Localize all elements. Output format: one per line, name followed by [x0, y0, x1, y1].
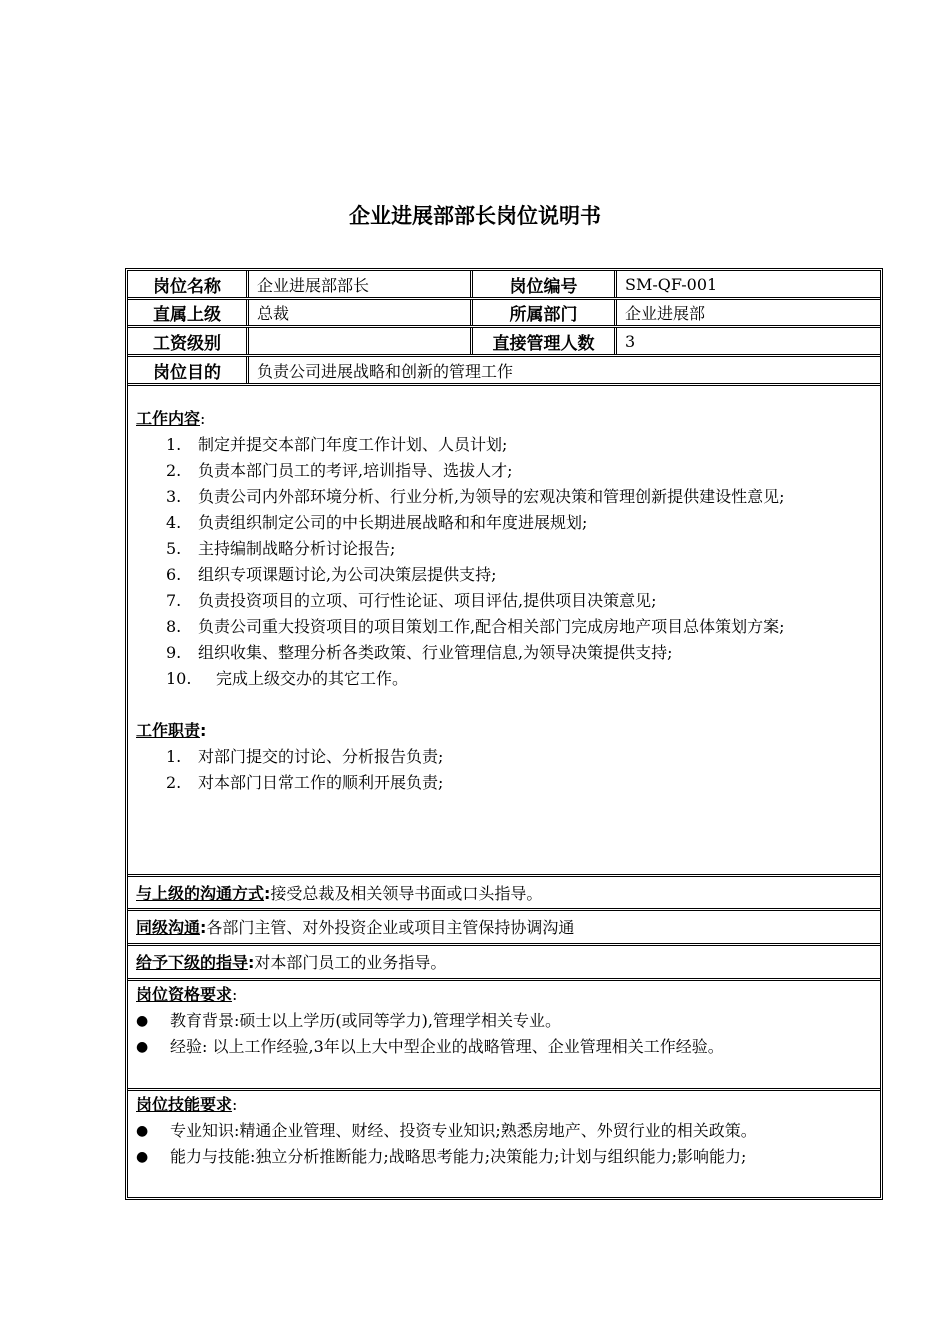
qualifications-list: [136, 1008, 876, 1060]
label-position-code: 岗位编号: [509, 276, 578, 297]
bullet-icon: ●: [136, 1039, 149, 1055]
bullet-icon: ●: [136, 1149, 149, 1165]
skill-item-text: 专业知识:精通企业管理、财经、投资专业知识;熟悉房地产、外贸行业的相关政策。: [170, 1121, 757, 1140]
superior-comm-text: 接受总裁及相关领导书面或口头指导。: [270, 884, 543, 903]
work-content-item-text: 制定并提交本部门年度工作计划、人员计划;: [198, 435, 508, 454]
work-content-item: [136, 458, 876, 484]
value-department: 企业进展部: [625, 304, 706, 323]
skills-list: [136, 1118, 876, 1170]
value-salary-grade: [249, 328, 470, 354]
work-content-item: [136, 562, 876, 588]
section-superior-comm: 与上级的沟通方式:接受总裁及相关领导书面或口头指导。: [128, 877, 880, 911]
section-work-content: [128, 386, 880, 877]
duties-item-text: 对部门提交的讨论、分析报告负责;: [198, 747, 444, 766]
section-qualifications: [128, 981, 880, 1091]
qualification-item-text: 教育背景:硕士以上学历(或同等学力),管理学相关专业。: [170, 1011, 561, 1030]
work-content-item: [136, 588, 876, 614]
work-content-list: [136, 432, 876, 692]
work-content-item-number: 10.: [166, 669, 192, 688]
qualification-item: [136, 1008, 876, 1034]
value-direct-reports: 3: [625, 331, 636, 351]
work-content-item-number: 8.: [166, 617, 182, 636]
work-content-item-number: 5.: [166, 539, 182, 558]
row-position-name: [128, 271, 880, 300]
duties-list: [136, 744, 876, 796]
work-content-item: [136, 432, 876, 458]
work-content-item: [136, 666, 876, 692]
section-peer-comm: 同级沟通:各部门主管、对外投资企业或项目主管保持协调沟通: [128, 911, 880, 946]
skill-item: [136, 1118, 876, 1144]
skills-heading: 岗位技能要求:: [136, 1095, 238, 1114]
label-position-purpose: 岗位目的: [153, 362, 221, 383]
work-content-item-number: 3.: [166, 487, 182, 506]
work-content-item-text: 主持编制战略分析讨论报告;: [198, 539, 396, 558]
subordinate-text: 对本部门员工的业务指导。: [254, 953, 447, 972]
work-content-item-number: 7.: [166, 591, 182, 610]
label-superior: 直属上级: [153, 305, 221, 325]
row-superior: [128, 300, 880, 328]
row-salary-grade: [128, 328, 880, 357]
work-content-item: [136, 536, 876, 562]
bullet-icon: ●: [136, 1123, 149, 1139]
label-salary-grade: 工资级别: [153, 333, 221, 354]
work-content-heading: 工作内容:: [136, 409, 206, 428]
section-skills: [128, 1091, 880, 1203]
page-title: 企业进展部部长岗位说明书: [349, 204, 601, 228]
duties-heading: 工作职责:: [136, 721, 207, 740]
value-position-code: SM-QF-001: [625, 274, 718, 294]
value-superior: 总裁: [257, 304, 290, 323]
duties-item: [136, 770, 876, 796]
duties-item-number: 1.: [166, 747, 182, 766]
qualifications-heading: 岗位资格要求:: [136, 985, 238, 1004]
work-content-item-text: 组织收集、整理分析各类政策、行业管理信息,为领导决策提供支持;: [198, 643, 673, 662]
work-content-item-number: 6.: [166, 565, 182, 584]
bullet-icon: ●: [136, 1013, 149, 1029]
work-content-item-number: 9.: [166, 643, 182, 662]
work-content-item: [136, 640, 876, 666]
work-content-item-number: 2.: [166, 461, 182, 480]
work-content-item: [136, 614, 876, 640]
work-content-item: [136, 510, 876, 536]
label-direct-reports: 直接管理人数: [492, 333, 595, 354]
row-position-purpose: [128, 357, 880, 386]
qualification-item: [136, 1034, 876, 1060]
label-position-name: 岗位名称: [153, 276, 221, 297]
section-subordinate-guidance: 给予下级的指导:对本部门员工的业务指导。: [128, 946, 880, 981]
skill-item: [136, 1144, 876, 1170]
value-position-purpose: 负责公司进展战略和创新的管理工作: [257, 361, 514, 381]
duties-item: [136, 744, 876, 770]
skill-item-text: 能力与技能:独立分析推断能力;战略思考能力;决策能力;计划与组织能力;影响能力;: [170, 1147, 747, 1166]
work-content-item-text: 负责公司重大投资项目的项目策划工作,配合相关部门完成房地产项目总体策划方案;: [198, 617, 785, 636]
work-content-item-text: 负责本部门员工的考评,培训指导、选拔人才;: [198, 461, 513, 480]
work-content-item: [136, 484, 876, 510]
work-content-item-text: 组织专项课题讨论,为公司决策层提供支持;: [198, 565, 497, 584]
work-content-item-text: 负责公司内外部环境分析、行业分析,为领导的宏观决策和管理创新提供建设性意见;: [198, 487, 785, 506]
label-department: 所属部门: [509, 305, 578, 325]
work-content-item-text: 负责投资项目的立项、可行性论证、项目评估,提供项目决策意见;: [198, 591, 657, 610]
job-description-table: [125, 268, 883, 1200]
peer-comm-text: 各部门主管、对外投资企业或项目主管保持协调沟通: [206, 918, 575, 937]
work-content-item-number: 4.: [166, 513, 182, 532]
qualification-item-text: 经验: 以上工作经验,3年以上大中型企业的战略管理、企业管理相关工作经验。: [170, 1037, 724, 1056]
work-content-item-number: 1.: [166, 435, 182, 454]
duties-item-number: 2.: [166, 773, 182, 792]
value-position-name: 企业进展部部长: [257, 275, 370, 295]
work-content-item-text: 负责组织制定公司的中长期进展战略和和年度进展规划;: [198, 513, 588, 532]
duties-item-text: 对本部门日常工作的顺利开展负责;: [198, 773, 444, 792]
work-content-item-text: 完成上级交办的其它工作。: [216, 669, 409, 688]
